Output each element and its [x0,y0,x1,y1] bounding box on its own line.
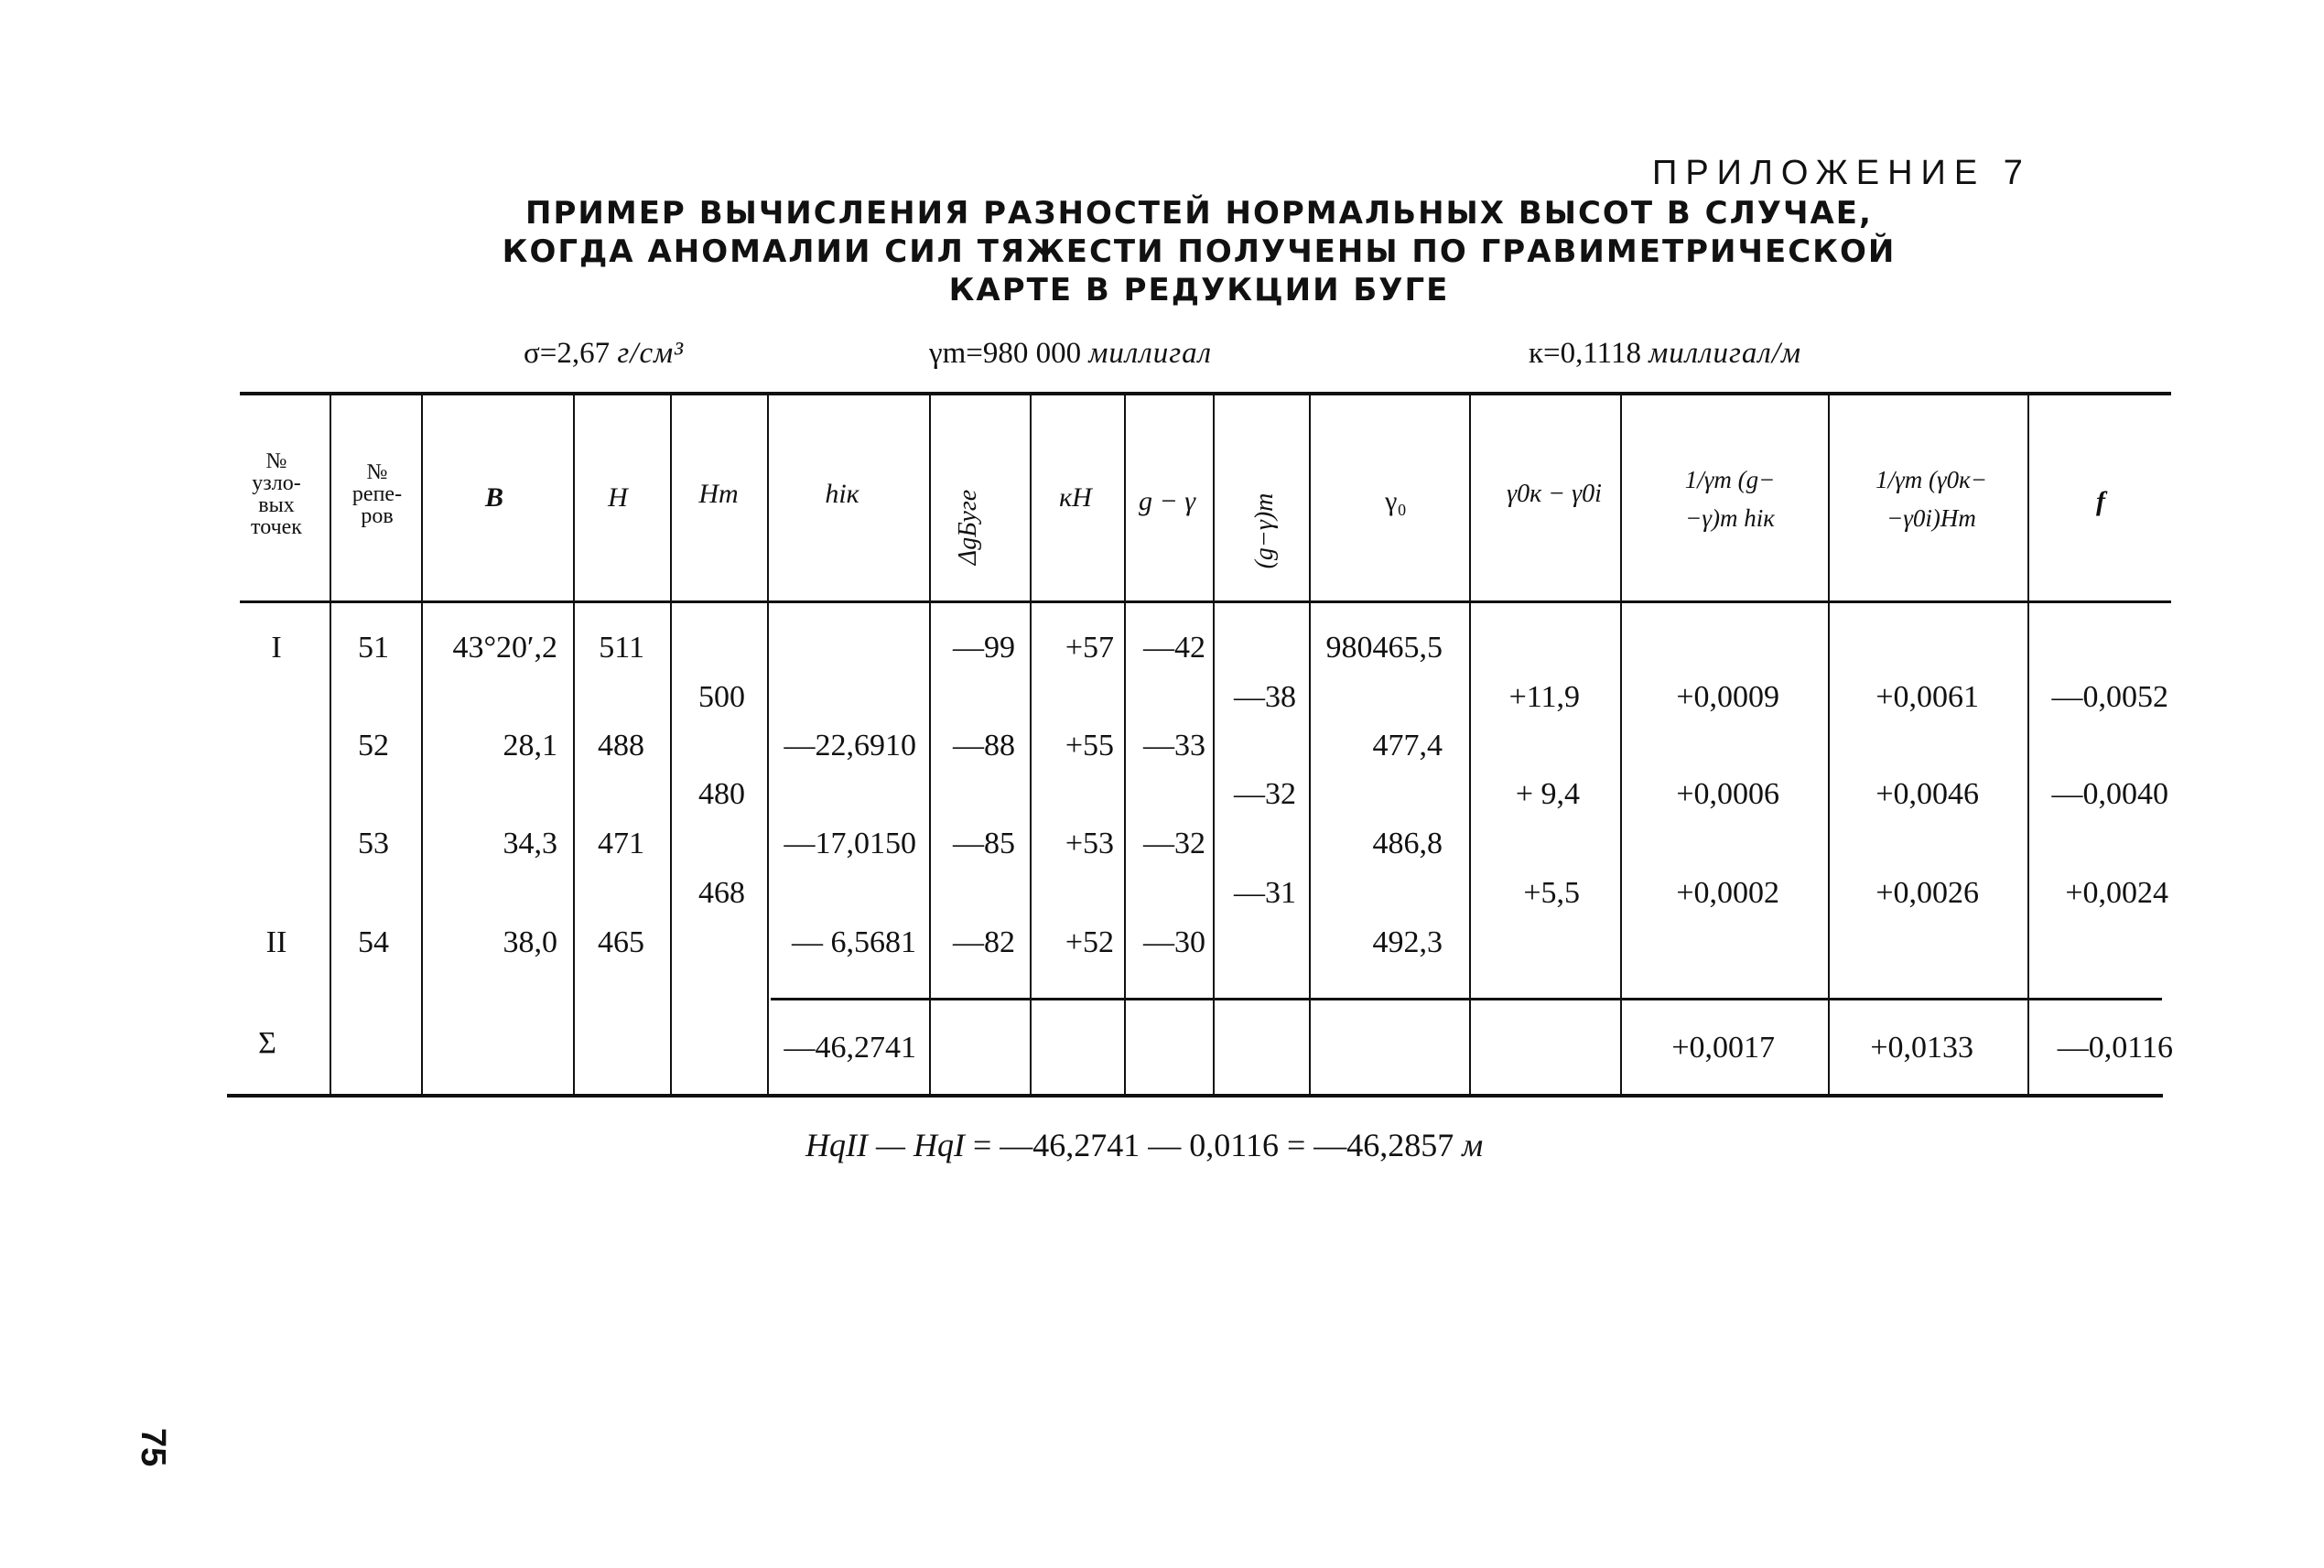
param-sigma [524,337,684,371]
formula-lhs: HqII — HqI [805,1127,965,1163]
header-delta-g-bouguer: ΔgБуге [954,489,982,566]
title-line-3: КАРТЕ В РЕДУКЦИИ БУГЕ [948,272,1450,308]
param-gamma-value: γm=980 000 [929,337,1082,370]
row-2-hik: —22,6910 [784,729,916,762]
table-column-divider [1124,394,1126,1096]
row-4-dg: —82 [953,925,1015,959]
row-4-g-gamma: —30 [1143,925,1205,959]
row-4-hik: — 6,5681 [792,925,916,959]
row-2-g-gamma: —33 [1143,729,1205,762]
table-column-divider [1309,394,1311,1096]
row-1-dg: —99 [953,631,1015,665]
param-kappa [1529,337,1801,371]
sum-correction-2: +0,0133 [1870,1031,1973,1065]
table-column-divider [330,394,331,1096]
table-header-rule [240,600,2171,603]
header-nodes: № узло- вых точек [251,449,302,539]
header-H: H [608,482,628,513]
table-column-divider [573,394,575,1096]
param-kappa-value: к=0,1118 [1529,337,1641,370]
header-correction-2-line-1: 1/γm (γ0к− [1875,466,1987,493]
table-top-rule [240,392,2171,395]
param-gamma-unit: миллигал [1088,337,1212,370]
row-2-dg: —88 [953,729,1015,762]
sum-hik: —46,2741 [784,1031,916,1065]
title-line-2: КОГДА АНОМАЛИИ СИЛ ТЯЖЕСТИ ПОЛУЧЕНЫ ПО ГРАВИМЕТРИЧЕСКОЙ [502,233,1897,270]
row-2-gamma0: 477,4 [1372,729,1443,762]
header-correction-1-line-1: 1/γm (g− [1684,466,1776,493]
row-2-H: 488 [598,729,644,762]
table-sum-rule [771,998,2162,1000]
row-1-gamma0: 980465,5 [1325,631,1443,665]
interval-1-correction-1: +0,0009 [1676,680,1779,714]
title-line-1: ПРИМЕР ВЫЧИСЛЕНИЯ РАЗНОСТЕЙ НОРМАЛЬНЫХ ВЫСОТ В СЛУЧАЕ, [525,195,1873,232]
header-correction-2-line-2: −γ0i)Hm [1886,504,1976,532]
sum-correction-1: +0,0017 [1671,1031,1775,1065]
header-benchmarks: № репе- ров [351,460,403,528]
interval-3-correction-1: +0,0002 [1676,876,1779,910]
table-column-divider [670,394,672,1096]
row-3-hik: —17,0150 [784,827,916,860]
header-g-gamma-mean: (g−γ)m [1250,492,1279,569]
interval-3-Hm: 468 [698,876,745,910]
interval-3-g-gamma-mean: —31 [1234,876,1296,910]
param-gamma [929,337,1212,371]
row-3-benchmark: 53 [358,827,389,860]
row-3-H: 471 [598,827,644,860]
sum-label: Σ [258,1026,276,1060]
interval-2-f: —0,0040 [2051,777,2168,811]
row-4-gamma0: 492,3 [1372,925,1443,959]
header-correction-1-line-2: −γ)m hiк [1685,504,1775,532]
row-3-g-gamma: —32 [1143,827,1205,860]
table-column-divider [929,394,931,1096]
header-hik: hiк [825,479,859,509]
row-1-g-gamma: —42 [1143,631,1205,665]
header-gamma0: γ₀ [1385,486,1407,516]
result-formula [805,1126,1483,1164]
row-4-B: 38,0 [503,925,557,959]
interval-2-correction-1: +0,0006 [1676,777,1779,811]
formula-rhs: = —46,2741 — 0,0116 = —46,2857 [972,1127,1454,1163]
row-4-benchmark: 54 [358,925,389,959]
header-correction-1 [1685,460,1776,537]
table-column-divider [1469,394,1471,1096]
interval-3-f: +0,0024 [2065,876,2168,910]
interval-2-g-gamma-mean: —32 [1234,777,1296,811]
table-bottom-rule [227,1094,2163,1098]
row-1-kH: +57 [1065,631,1114,665]
interval-1-g-gamma-mean: —38 [1234,680,1296,714]
header-kH: кH [1059,482,1092,513]
interval-2-correction-2: +0,0046 [1875,777,1979,811]
row-4-kH: +52 [1065,925,1114,959]
interval-1-correction-2: +0,0061 [1875,680,1979,714]
header-B: B [484,482,504,513]
header-correction-2 [1875,460,1987,537]
row-2-B: 28,1 [503,729,557,762]
row-2-benchmark: 52 [358,729,389,762]
table-column-divider [767,394,769,1096]
row-3-dg: —85 [953,827,1015,860]
param-sigma-unit: г/см³ [617,337,685,370]
table-column-divider [1620,394,1622,1096]
header-gamma-diff: γ0к − γ0i [1507,480,1602,508]
row-1-benchmark: 51 [358,631,389,665]
interval-2-gamma-diff: + 9,4 [1515,777,1580,811]
row-3-gamma0: 486,8 [1372,827,1443,860]
header-f: f [2096,486,2105,516]
table-column-divider [1030,394,1032,1096]
sum-f: —0,0116 [2057,1031,2173,1065]
param-kappa-unit: миллигал/м [1648,337,1802,370]
row-1-node: I [271,631,282,665]
row-4-H: 465 [598,925,644,959]
table-column-divider [2027,394,2029,1096]
page-number: 75 [134,1428,172,1467]
row-1-H: 511 [599,631,644,665]
table-column-divider [1213,394,1215,1096]
row-4-node: II [265,925,287,959]
header-g-gamma: g − γ [1138,486,1196,516]
param-sigma-value: σ=2,67 [524,337,611,370]
interval-1-gamma-diff: +11,9 [1508,680,1580,714]
interval-3-correction-2: +0,0026 [1875,876,1979,910]
interval-3-gamma-diff: +5,5 [1523,876,1580,910]
table-column-divider [1828,394,1830,1096]
header-Hm: Hm [698,479,739,509]
interval-1-Hm: 500 [698,680,745,714]
row-3-kH: +53 [1065,827,1114,860]
appendix-label: ПРИЛОЖЕНИЕ 7 [1652,154,2031,192]
row-1-B: 43°20′,2 [452,631,557,665]
table-column-divider [421,394,423,1096]
page-title [421,194,1977,309]
interval-2-Hm: 480 [698,777,745,811]
interval-1-f: —0,0052 [2051,680,2168,714]
formula-unit: м [1462,1127,1484,1163]
row-3-B: 34,3 [503,827,557,860]
row-2-kH: +55 [1065,729,1114,762]
